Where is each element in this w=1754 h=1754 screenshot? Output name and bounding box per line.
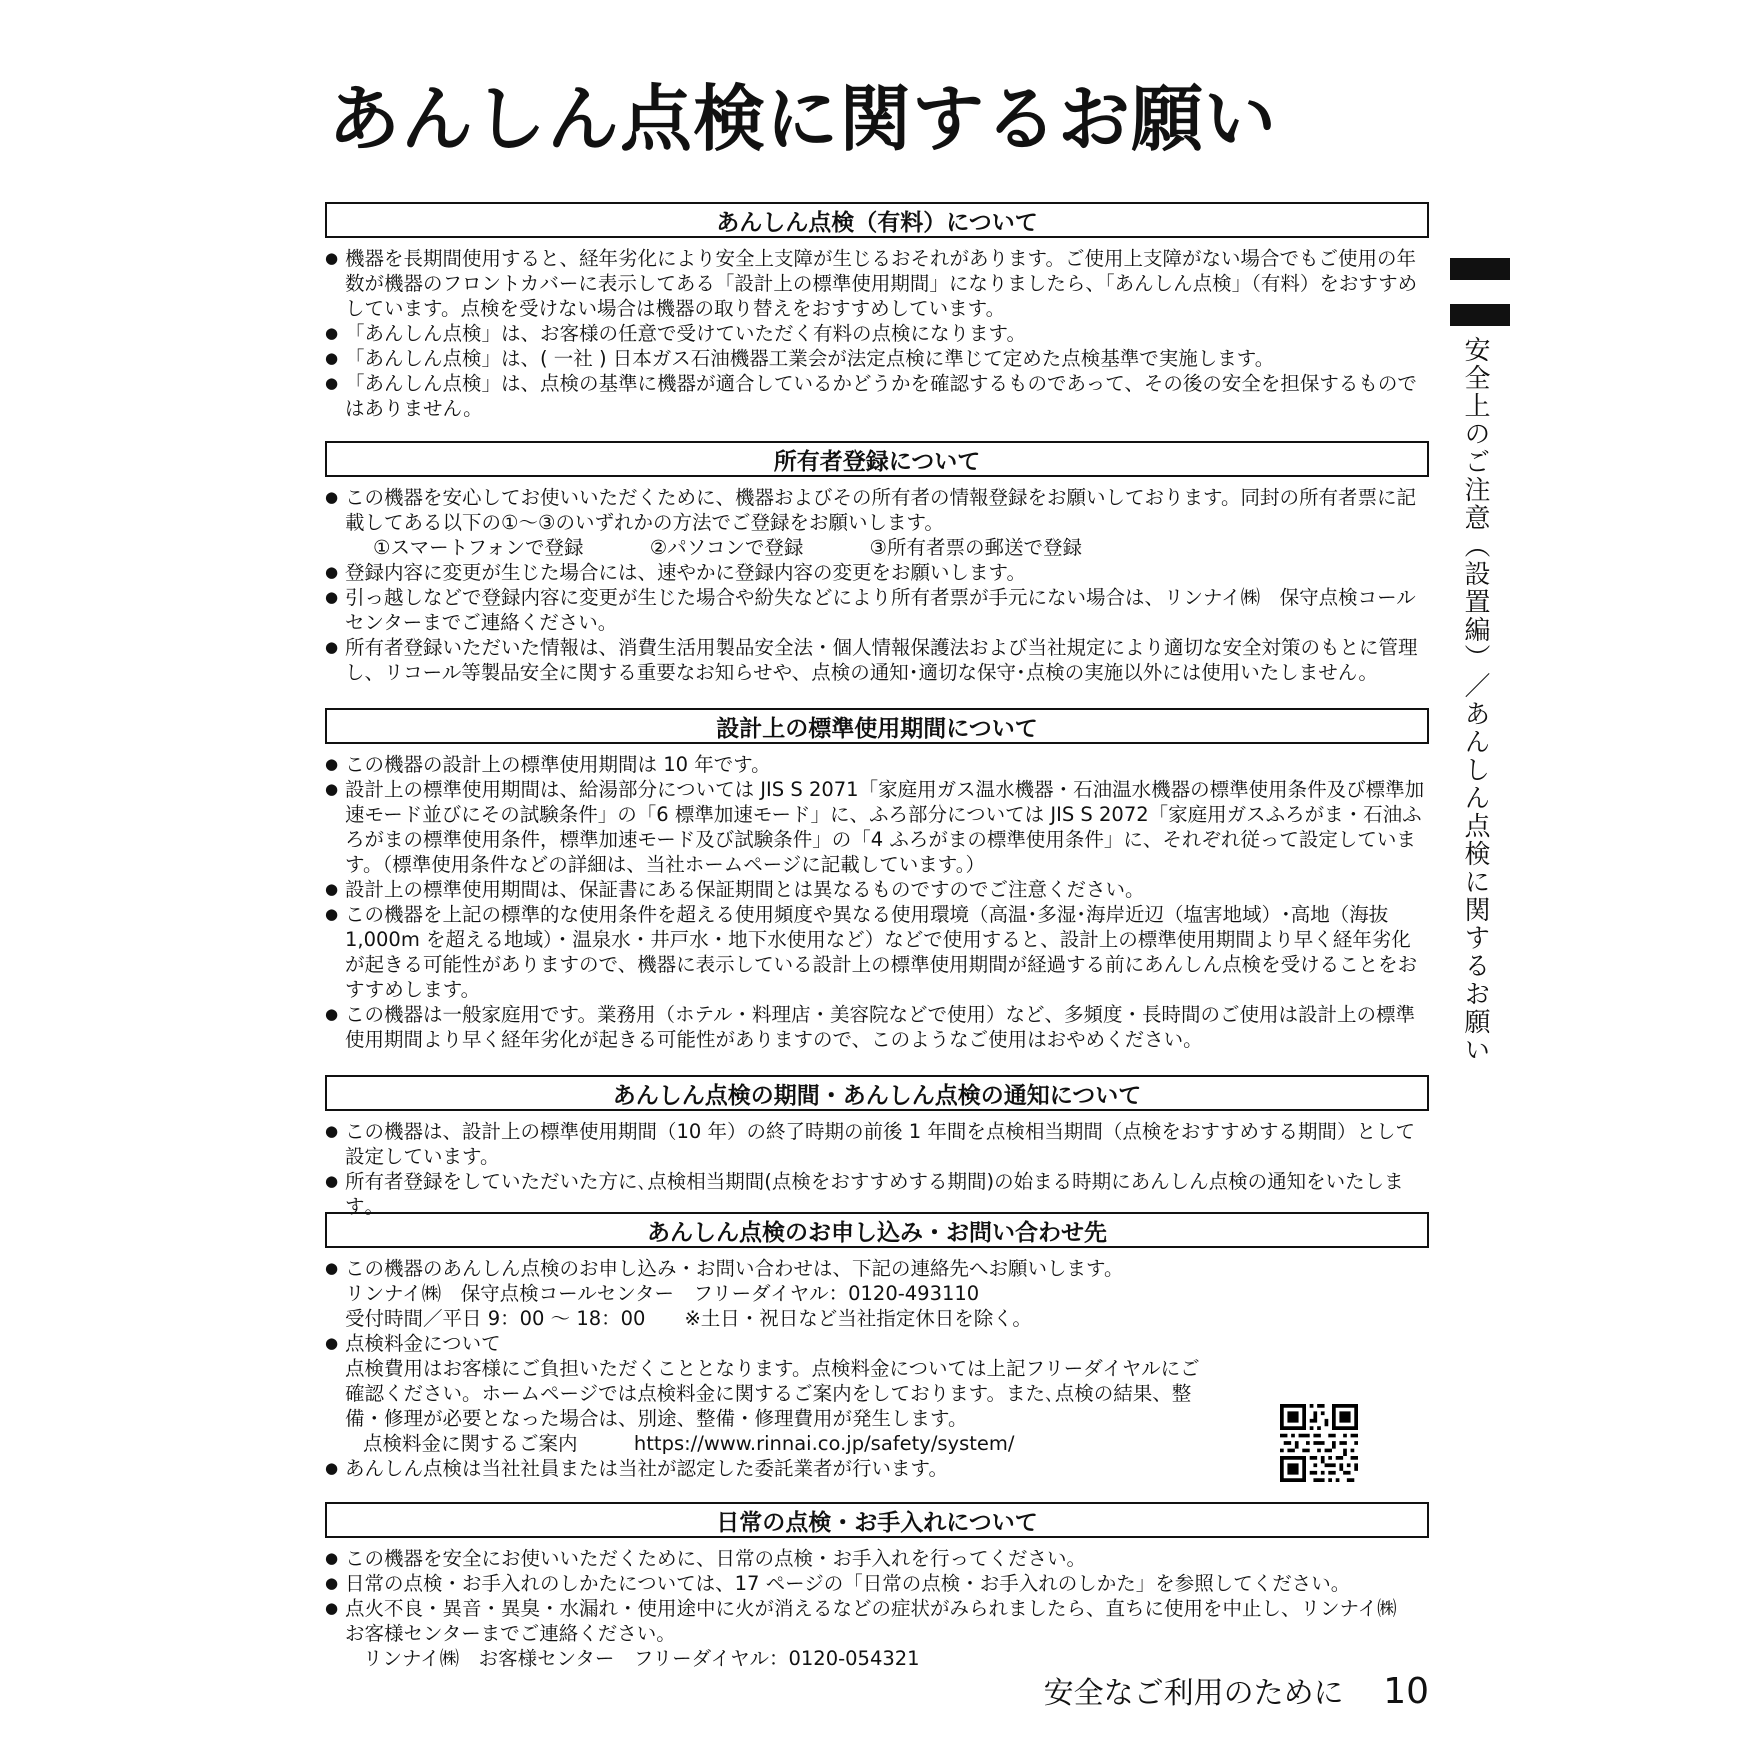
list-item <box>325 485 1429 560</box>
page-title: あんしん点検に関するお願い <box>328 77 1278 161</box>
qr-code-graphic <box>1280 1404 1358 1482</box>
footer-text: 安全なご利用のために <box>1043 1676 1344 1711</box>
list-item: ● この機器は、設計上の標準使用期間（10 年）の終了時期の前後 1 年間を点検相当期間（点検をおすすめする期間）として設定しています。 <box>325 1119 1429 1169</box>
bullet-list <box>325 1256 1429 1481</box>
fee-title: ● 点検料金について <box>345 1332 501 1355</box>
registration-methods <box>345 535 1429 560</box>
contact-line: リンナイ㈱ お客様センター フリーダイヤル：0120‑054321 <box>363 1647 920 1670</box>
list-item: ● この機器を安全にお使いいただくために、日常の点検・お手入れを行ってください。 <box>325 1546 1429 1571</box>
side-tab-marker-top <box>1450 258 1510 280</box>
list-item: ● 「あんしん点検」は、( 一社 ) 日本ガス石油機器工業会が法定点検に準じて定めた点検基準で実施します。 <box>325 346 1429 371</box>
bullet-list <box>325 1546 1429 1671</box>
section-heading: 設計上の標準使用期間について <box>325 708 1429 744</box>
list-item: ● 「あんしん点検」は、点検の基準に機器が適合しているかどうかを確認するものであって、その後の安全を担保するものではありません。 <box>325 371 1429 421</box>
section-inspection-period-notice <box>325 1075 1429 1219</box>
section-heading: 日常の点検・お手入れについて <box>325 1502 1429 1538</box>
section-heading: あんしん点検（有料）について <box>325 202 1429 238</box>
bullet-list <box>325 485 1429 685</box>
section-owner-registration <box>325 441 1429 685</box>
list-item: ● この機器の設計上の標準使用期間は 10 年です。 <box>325 752 1429 777</box>
registration-method: ③所有者票の郵送で登録 <box>869 536 1083 559</box>
list-item: ● 設計上の標準使用期間は、保証書にある保証期間とは異なるものですのでご注意ください。 <box>325 877 1429 902</box>
list-item <box>325 1596 1429 1671</box>
list-item <box>325 1256 1429 1331</box>
bullet-list <box>325 246 1429 421</box>
list-item: ● 日常の点検・お手入れのしかたについては、17 ページの「日常の点検・お手入れのしかた」を参照してください。 <box>325 1571 1429 1596</box>
section-daily-maintenance <box>325 1502 1429 1671</box>
page-footer <box>1044 1668 1429 1712</box>
list-item: ● この機器を上記の標準的な使用条件を超える使用頻度や異なる使用環境（高温･多湿･海岸近辺（塩害地域）･高地（海抜 1,000m を超える地域）・温泉水・井戸水・地下水使用など）などで使用すると、設計上の標準使用期間より早く経年劣化が起きる可能性がありますので、機器に表示している設計上の標準使用期間が経過する前にあんしん点検を受けることをおすすめします。 <box>325 902 1429 1002</box>
section-application-contact <box>325 1212 1429 1481</box>
section-standard-usage-period <box>325 708 1429 1052</box>
side-chapter-label: 安全上のご注意（設置編）／あんしん点検に関するお願い <box>1460 336 1490 1064</box>
list-item <box>325 1331 1429 1456</box>
list-item: ● この機器は一般家庭用です。業務用（ホテル・料理店・美容院などで使用）など、多頻度・長時間のご使用は設計上の標準使用期間より早く経年劣化が起きる可能性がありますので、このようなご使用はおやめください。 <box>325 1002 1429 1052</box>
qr-code <box>1280 1404 1358 1482</box>
hours-line: 受付時間／平日 9：00 ～ 18：00 ※土日・祝日など当社指定休日を除く。 <box>345 1307 1032 1330</box>
section-anshin-inspection <box>325 202 1429 421</box>
list-item: ● 所有者登録いただいた情報は、消費生活用製品安全法・個人情報保護法および当社規定により適切な安全対策のもとに管理し、リコール等製品安全に関する重要なお知らせや、点検の通知･適切な保守･点検の実施以外には使用いたしません。 <box>325 635 1429 685</box>
section-heading: 所有者登録について <box>325 441 1429 477</box>
list-item: ● 機器を長期間使用すると、経年劣化により安全上支障が生じるおそれがあります。ご使用上支障がない場合でもご使用の年数が機器のフロントカバーに表示してある「設計上の標準使用期間」になりましたら、「あんしん点検」（有料）をおすすめしています。点検を受けない場合は機器の取り替えをおすすめしています。 <box>325 246 1429 321</box>
list-item: ● 「あんしん点検」は、お客様の任意で受けていただく有料の点検になります。 <box>325 321 1429 346</box>
page-number: 10 <box>1383 1671 1429 1712</box>
registration-method: ①スマートフォンで登録 <box>373 536 584 559</box>
list-item: ● あんしん点検は当社社員または当社が認定した委託業者が行います。 <box>325 1456 1429 1481</box>
list-item-text: ● この機器のあんしん点検のお申し込み・お問い合わせは、下記の連絡先へお願いします。 <box>345 1257 1124 1280</box>
fee-link-line <box>345 1431 1429 1456</box>
fee-text: 点検費用はお客様にご負担いただくこととなります。点検料金については上記フリーダイヤルにご確認ください。ホームページでは点検料金に関するご案内をしております。また､点検の結果、整備・修理が必要となった場合は、別途、整備・修理費用が発生します。 <box>345 1357 1200 1430</box>
list-item: ● 登録内容に変更が生じた場合には、速やかに登録内容の変更をお願いします。 <box>325 560 1429 585</box>
contact-line: リンナイ㈱ 保守点検コールセンター フリーダイヤル：0120-493110 <box>345 1282 980 1305</box>
section-heading: あんしん点検の期間・あんしん点検の通知について <box>325 1075 1429 1111</box>
section-heading: あんしん点検のお申し込み・お問い合わせ先 <box>325 1212 1429 1248</box>
registration-method: ②パソコンで登録 <box>649 536 804 559</box>
list-item: ● 設計上の標準使用期間は、給湯部分については JIS S 2071「家庭用ガス温水機器・石油温水機器の標準使用条件及び標準加速モード並びにその試験条件」の「6 標準加速モード」に、ふろ部分については JIS S 2072「家庭用ガスふろがま・石油ふろがまの標準使用条件，標準加速モード及び試験条件」の「4 ふろがまの標準使用条件」に、それぞれ従って設定しています。（標準使用条件などの詳細は、当社ホームページに記載しています。） <box>325 777 1429 877</box>
bullet-list <box>325 1119 1429 1219</box>
fee-link-label: 点検料金に関するご案内 <box>363 1432 578 1455</box>
list-item-text: ● 点火不良・異音・異臭・水漏れ・使用途中に火が消えるなどの症状がみられましたら、直ちに使用を中止し、リンナイ㈱ お客様センターまでご連絡ください。 <box>345 1597 1417 1645</box>
list-item-text: ● この機器を安心してお使いいただくために、機器およびその所有者の情報登録をお願いしております。同封の所有者票に記載してある以下の①～③のいずれかの方法でご登録をお願いします。 <box>345 486 1416 534</box>
fee-link-url[interactable]: https://www.rinnai.co.jp/safety/system/ <box>633 1432 1015 1455</box>
list-item: ● 所有者登録をしていただいた方に､点検相当期間(点検をおすすめする期間)の始まる時期にあんしん点検の通知をいたします｡ <box>325 1169 1429 1219</box>
side-tab-marker-bottom <box>1450 304 1510 326</box>
bullet-list <box>325 752 1429 1052</box>
list-item: ● 引っ越しなどで登録内容に変更が生じた場合や紛失などにより所有者票が手元にない場合は、リンナイ㈱ 保守点検コールセンターまでご連絡ください。 <box>325 585 1429 635</box>
